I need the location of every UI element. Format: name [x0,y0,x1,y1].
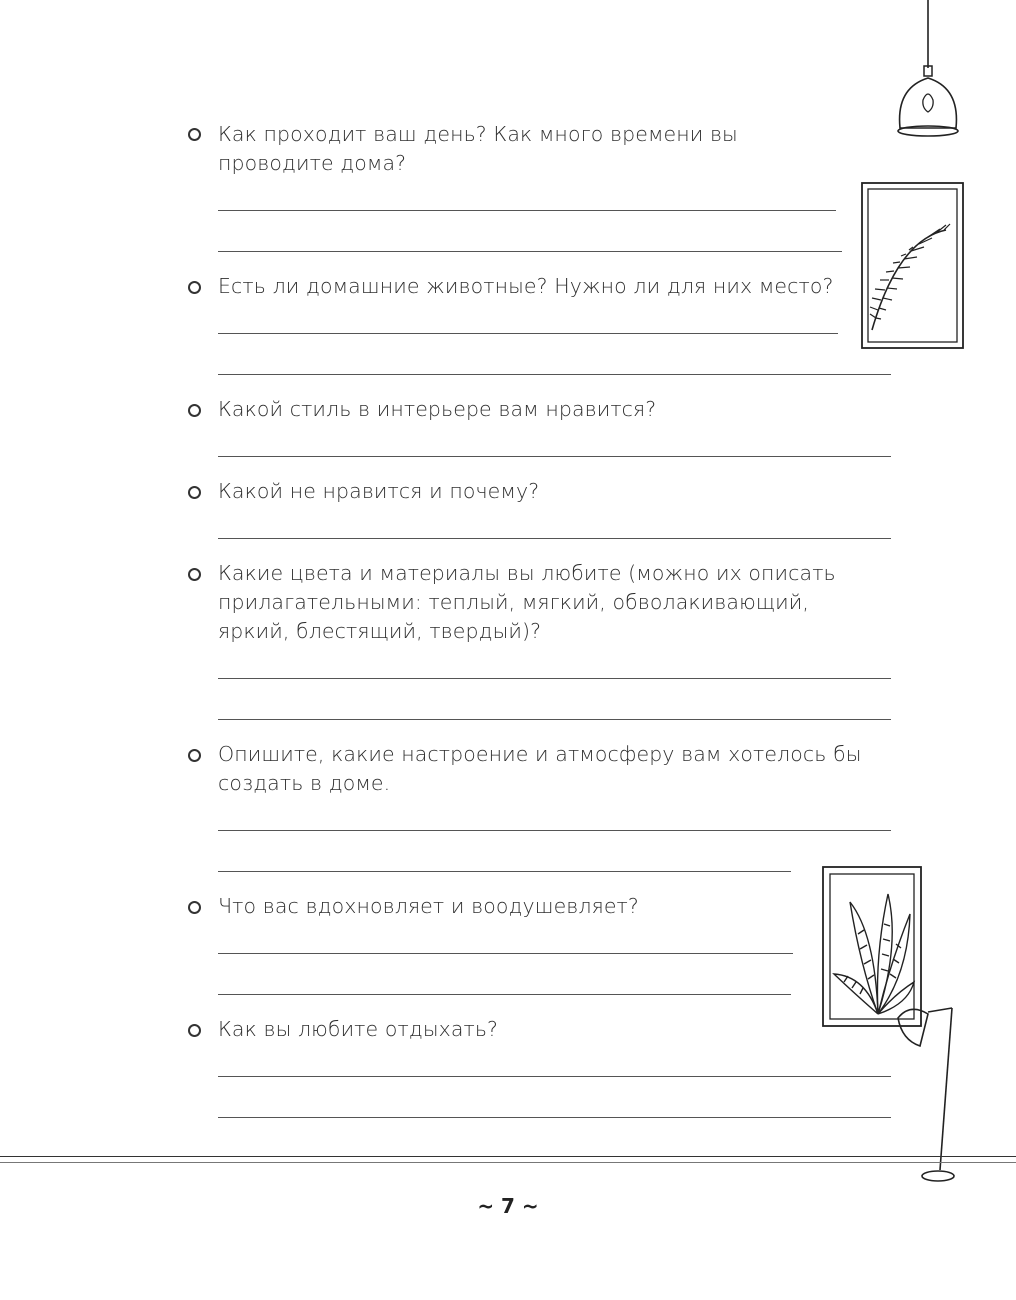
question-preferred-style: Какой стиль в интерьере вам нравится? [218,397,657,421]
answer-line[interactable] [218,1076,891,1077]
question-bullet [188,128,201,141]
question-bullet [188,486,201,499]
floor-lamp-icon [890,998,970,1188]
answer-line[interactable] [218,953,793,954]
question-inspiration: Что вас вдохновляет и воодушевляет? [218,894,639,918]
floor-line [0,1162,1016,1163]
pendant-lamp-icon [890,0,970,145]
question-mood-atmosphere: Опишите, какие настроение и атмосферу вам хотелось бы создать в доме. [218,742,862,795]
answer-line[interactable] [218,374,891,375]
answer-line[interactable] [218,1117,891,1118]
answer-line[interactable] [218,251,842,252]
answer-line[interactable] [218,210,836,211]
question-bullet [188,1024,201,1037]
question-colors-materials: Какие цвета и материалы вы любите (можно их описать прилагательными: теплый, мягкий, обволакивающий, яркий, блестящий, твердый)? [218,561,836,643]
answer-line[interactable] [218,994,791,995]
answer-line[interactable] [218,333,838,334]
question-daily-routine: Как проходит ваш день? Как много времени вы проводите дома? [218,122,738,175]
answer-line[interactable] [218,456,891,457]
question-relaxation: Как вы любите отдыхать? [218,1017,499,1041]
answer-line[interactable] [218,830,891,831]
question-bullet [188,568,201,581]
question-disliked-style: Какой не нравится и почему? [218,479,540,503]
answer-line[interactable] [218,719,891,720]
answer-line[interactable] [218,538,891,539]
question-bullet [188,281,201,294]
answer-line[interactable] [218,871,791,872]
page-number: ~ 7 ~ [477,1194,539,1218]
framed-fern-icon [858,180,968,352]
answer-line[interactable] [218,678,891,679]
question-bullet [188,404,201,417]
question-bullet [188,749,201,762]
question-pets: Есть ли домашние животные? Нужно ли для них место? [218,274,834,298]
question-bullet [188,901,201,914]
floor-line [0,1156,1016,1157]
